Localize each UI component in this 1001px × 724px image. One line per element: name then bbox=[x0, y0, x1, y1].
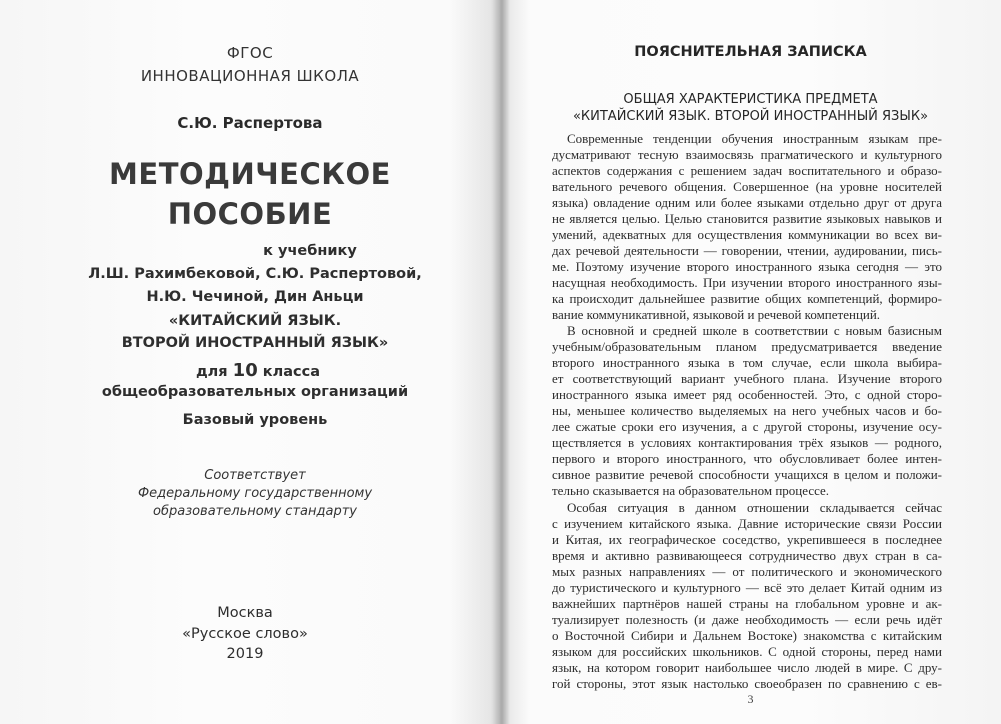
subject-heading-line-1: ОБЩАЯ ХАРАКТЕРИСТИКА ПРЕДМЕТА bbox=[623, 92, 878, 107]
textbook-title-line-2: ВТОРОЙ ИНОСТРАННЫЙ ЯЗЫК» bbox=[121, 335, 389, 351]
body-line: тельно сказывается на образовательном процессе. bbox=[552, 483, 830, 498]
body-line: учебным/образовательным планом предусматривается введение bbox=[552, 339, 942, 354]
publisher-name: «Русское слово» bbox=[182, 626, 308, 642]
body-line: вательного речевого общения. Совершенное (на уровне носителей bbox=[552, 179, 942, 194]
author-name: С.Ю. Распертова bbox=[177, 114, 323, 132]
grade-line bbox=[8, 360, 508, 381]
textbook-intro: к учебнику bbox=[263, 243, 357, 259]
subject-heading-line-2: «КИТАЙСКИЙ ЯЗЫК. ВТОРОЙ ИНОСТРАННЫЙ ЯЗЫК» bbox=[572, 109, 929, 124]
series-label-fgos: ФГОС bbox=[226, 44, 274, 62]
body-line: первого и второго иностранного, что обусловливает более интен- bbox=[552, 451, 942, 466]
body-line: ет соответствующий вариант учебного плана. Изучение второго bbox=[552, 371, 942, 386]
body-line: умений, адекватных для осуществления коммуникации во всех ви- bbox=[552, 227, 942, 242]
grade-suffix: класса bbox=[262, 364, 321, 380]
body-line: время и активно развивающееся сотрудничество двух стран в са- bbox=[552, 548, 942, 563]
body-line: туализирует полезность (и даже необходимость — если речь идёт bbox=[552, 612, 942, 627]
body-line: ме. Поэтому изучение второго иностранного языка сегодня — это bbox=[552, 259, 942, 274]
page-number: 3 bbox=[747, 692, 754, 706]
body-line: сивное развитие речевой способности учащихся в целом и положи- bbox=[552, 467, 942, 482]
grade-prefix: для bbox=[195, 364, 228, 380]
compliance-line-3: образовательному стандарту bbox=[153, 504, 357, 519]
body-line: важнейших партнёров нашей страны на глобальном уровне и ак- bbox=[552, 596, 942, 611]
textbook-title-line-1: «КИТАЙСКИЙ ЯЗЫК. bbox=[168, 313, 342, 329]
level-line: Базовый уровень bbox=[182, 412, 328, 428]
compliance-line-2: Федеральному государственному bbox=[137, 486, 373, 501]
body-line: второго иностранного языка в том случае, если школа выбира- bbox=[552, 355, 942, 370]
body-line: насущная необходимость. При изучении второго иностранного язы- bbox=[552, 275, 942, 290]
body-line: языка) овладение одним или более языками отдельно друг от друга bbox=[552, 195, 942, 210]
book-title-line-1: МЕТОДИЧЕСКОЕ bbox=[109, 157, 391, 191]
body-line: дусматривают тесную взаимосвязь прагматического и культурного bbox=[552, 147, 942, 162]
body-line: дах речевой деятельности — говорении, чтении, аудировании, пись- bbox=[552, 243, 942, 258]
section-title: ПОЯСНИТЕЛЬНАЯ ЗАПИСКА bbox=[634, 44, 867, 60]
organizations-line: общеобразовательных организаций bbox=[101, 384, 409, 400]
body-line: до туристического и культурного — всё это делает Китай одним из bbox=[552, 580, 942, 595]
series-label-school: ИННОВАЦИОННАЯ ШКОЛА bbox=[140, 67, 360, 85]
body-line: о Восточной Сибири и Дальнем Востоке) знакомства с китайским bbox=[552, 628, 942, 643]
grade-number: 10 bbox=[232, 360, 258, 381]
body-line: вание коммуникативной, языковой и речевой компетенций. bbox=[552, 307, 881, 322]
body-line: ка происходит дальнейшее развитие общих компетенций, формиро- bbox=[552, 291, 942, 306]
body-line: и Китая, их географическое соседство, укрепившееся в последнее bbox=[552, 532, 942, 547]
body-line: гой стороны, этот язык настолько своеобразен по сравнению с ев- bbox=[552, 676, 942, 691]
body-line: ны, меньшее количество выделяемых на него учебных часов и бо- bbox=[552, 403, 942, 418]
body-line: с изучением китайского языка. Давние исторические связи России bbox=[552, 516, 942, 531]
body-line: аспектов содержания с решением задач воспитательного и образо- bbox=[552, 163, 942, 178]
body-line: иностранного языка имеет ряд особенностей. Это, с одной сторо- bbox=[552, 387, 942, 402]
publisher-city: Москва bbox=[217, 605, 273, 621]
body-line: не является целью. Целью становится развитие языковых навыков и bbox=[552, 211, 942, 226]
body-line: В основной и средней школе в соответствии с новым базисным bbox=[567, 323, 942, 338]
publication-year: 2019 bbox=[226, 646, 264, 662]
book-title-line-2: ПОСОБИЕ bbox=[167, 197, 333, 231]
body-line: языком для российских школьников. С одной стороны, перед нами bbox=[552, 644, 942, 659]
body-line: Современные тенденции обучения иностранным языкам пре- bbox=[567, 131, 942, 146]
body-line: Особая ситуация в данном отношении складывается сейчас bbox=[567, 500, 942, 515]
body-line: мых разных направлениях — от политического и экономического bbox=[552, 564, 942, 579]
textbook-authors-line-1: Л.Ш. Рахимбековой, С.Ю. Распертовой, bbox=[88, 266, 422, 282]
body-line: ществляется в условиях контактирования трёх языков — родного, bbox=[552, 435, 942, 450]
body-line: лее сжатые сроки его изучения, а с другой стороны, изучение осу- bbox=[552, 419, 942, 434]
textbook-authors-line-2: Н.Ю. Чечиной, Дин Аньци bbox=[146, 289, 364, 305]
compliance-line-1: Соответствует bbox=[204, 468, 306, 483]
body-line: язык, на котором говорит наибольшее число людей в мире. С дру- bbox=[552, 660, 942, 675]
